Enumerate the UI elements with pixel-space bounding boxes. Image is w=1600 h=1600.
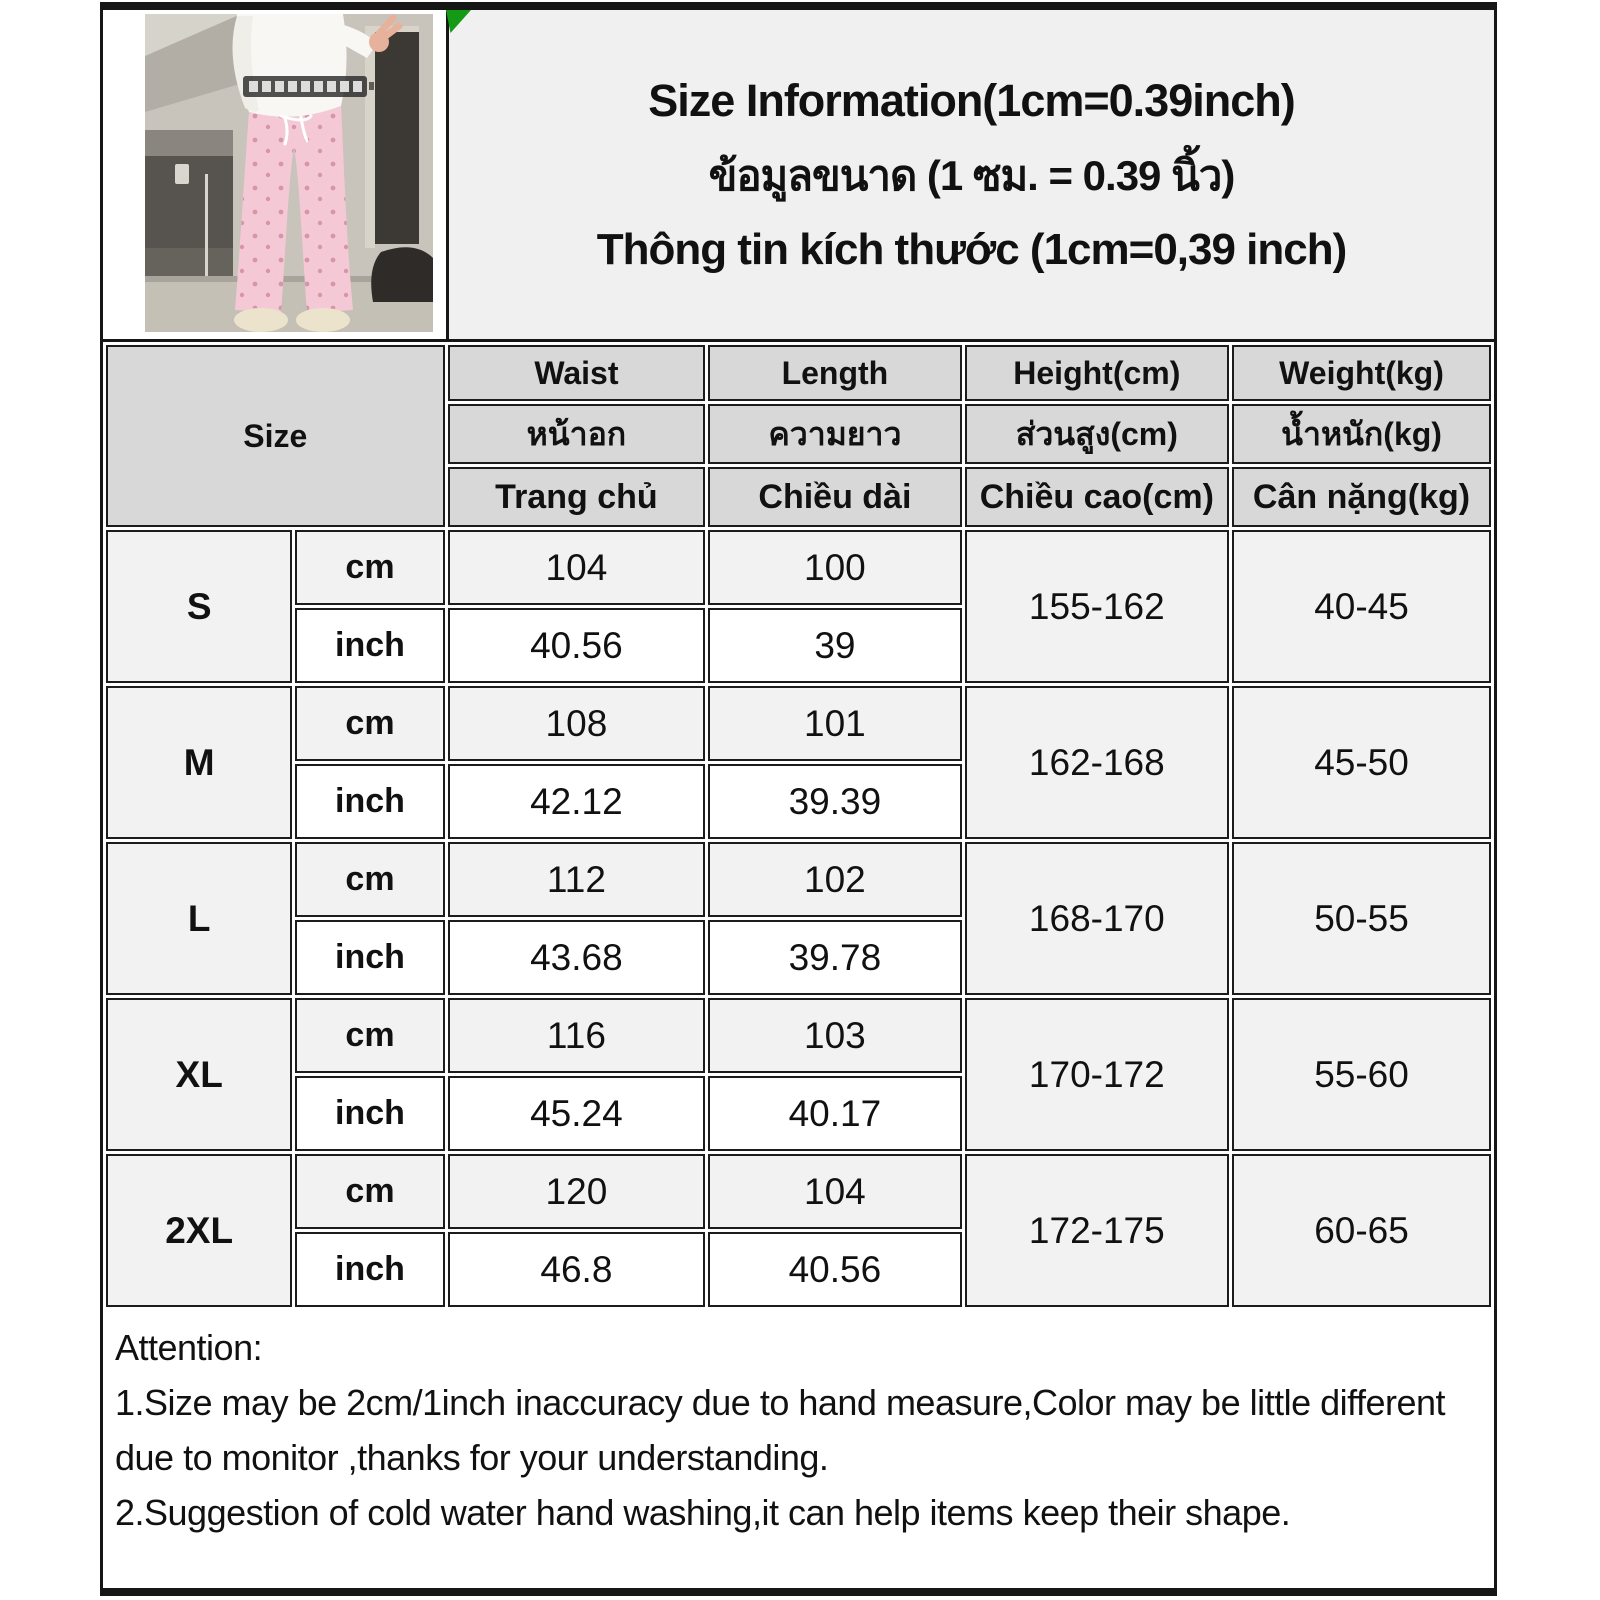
size-row-xl-cm [106,998,1491,1073]
length-cm-value: 101 [708,686,961,761]
col-header-length-th: ความยาว [708,404,961,464]
attention-heading: Attention: [115,1327,263,1368]
size-row-l-cm [106,842,1491,917]
size-header-cell: Size [106,345,445,527]
col-header-weight-en: Weight(kg) [1232,345,1491,401]
product-photo [145,14,433,332]
length-cm-value: 103 [708,998,961,1073]
col-header-height-th: ส่วนสูง(cm) [965,404,1229,464]
title-english: Size Information(1cm=0.39inch) [648,74,1295,126]
size-label-cell: M [106,686,292,839]
col-header-weight-vi: Cân nặng(kg) [1232,467,1491,527]
length-cm-value: 100 [708,530,961,605]
waist-cm-value: 120 [448,1154,706,1229]
length-inch-value: 40.17 [708,1076,961,1151]
col-header-height-vi: Chiều cao(cm) [965,467,1229,527]
height-range-value: 162-168 [965,686,1229,839]
waist-inch-value: 43.68 [448,920,706,995]
weight-range-value: 60-65 [1232,1154,1491,1307]
title-pane [446,10,1494,339]
size-label-cell: XL [106,998,292,1151]
waist-inch-value: 45.24 [448,1076,706,1151]
unit-cm-cell: cm [295,1154,444,1229]
col-header-length-vi: Chiều dài [708,467,961,527]
green-corner-marker-icon [446,10,471,33]
col-header-height-en: Height(cm) [965,345,1229,401]
size-row-2xl-cm [106,1154,1491,1229]
length-inch-value: 39.39 [708,764,961,839]
size-table [103,342,1494,1310]
title-vietnamese: Thông tin kích thước (1cm=0,39 inch) [596,224,1347,274]
waist-inch-value: 46.8 [448,1232,706,1307]
length-inch-value: 39.78 [708,920,961,995]
waist-cm-value: 108 [448,686,706,761]
size-chart-sheet [100,2,1497,1596]
title-thai: ข้อมูลขนาด (1 ซม. = 0.39 นิ้ว) [708,151,1235,199]
height-range-value: 155-162 [965,530,1229,683]
col-header-waist-th: หน้าอก [448,404,706,464]
col-header-length-en: Length [708,345,961,401]
col-header-waist-en: Waist [448,345,706,401]
waist-cm-value: 104 [448,530,706,605]
unit-inch-cell: inch [295,1076,444,1151]
unit-cm-cell: cm [295,686,444,761]
length-cm-value: 102 [708,842,961,917]
unit-cm-cell: cm [295,842,444,917]
unit-cm-cell: cm [295,530,444,605]
product-photo-pane [103,10,446,339]
waist-cm-value: 116 [448,998,706,1073]
attention-note-1: 1.Size may be 2cm/1inch inaccuracy due to hand measure,Color may be little different due to monitor ,thanks for your understanding. [115,1382,1446,1479]
weight-range-value: 40-45 [1232,530,1491,683]
unit-inch-cell: inch [295,1232,444,1307]
size-row-m-cm [106,686,1491,761]
size-label-cell: S [106,530,292,683]
unit-inch-cell: inch [295,608,444,683]
waist-inch-value: 40.56 [448,608,706,683]
waist-inch-value: 42.12 [448,764,706,839]
height-range-value: 170-172 [965,998,1229,1151]
unit-cm-cell: cm [295,998,444,1073]
unit-inch-cell: inch [295,920,444,995]
weight-range-value: 45-50 [1232,686,1491,839]
weight-range-value: 50-55 [1232,842,1491,995]
col-header-weight-th: น้ำหนัก(kg) [1232,404,1491,464]
size-row-s-cm [106,530,1491,605]
attention-note-2: 2.Suggestion of cold water hand washing,it can help items keep their shape. [115,1492,1291,1534]
waist-cm-value: 112 [448,842,706,917]
hero-section [103,10,1494,342]
size-label-cell: 2XL [106,1154,292,1307]
length-cm-value: 104 [708,1154,961,1229]
unit-inch-cell: inch [295,764,444,839]
length-inch-value: 40.56 [708,1232,961,1307]
weight-range-value: 55-60 [1232,998,1491,1151]
attention-section [103,1310,1494,1588]
size-label-cell: L [106,842,292,995]
col-header-waist-vi: Trang chủ [448,467,706,527]
length-inch-value: 39 [708,608,961,683]
size-table-header [106,345,1491,527]
height-range-value: 172-175 [965,1154,1229,1307]
height-range-value: 168-170 [965,842,1229,995]
size-table-body [106,530,1491,1307]
